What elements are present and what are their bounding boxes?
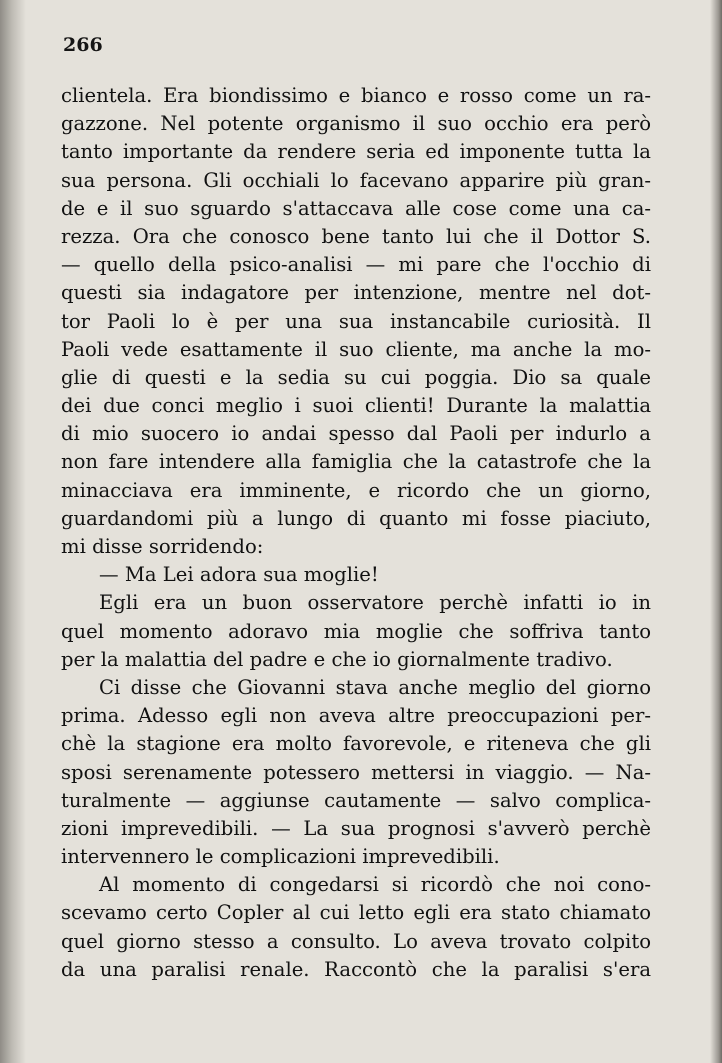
- text-line: di mio suocero io andai spesso dal Paoli per indurlo a: [61, 422, 651, 446]
- text-line: minacciava era imminente, e ricordo che un giorno,: [61, 478, 651, 502]
- text-line: guardandomi più a lungo di quanto mi fosse piaciuto,: [61, 506, 651, 530]
- text-line: sua persona. Gli occhiali lo facevano apparire più gran-: [61, 168, 651, 192]
- text-line: scevamo certo Copler al cui letto egli era stato chiamato: [61, 901, 651, 925]
- text-line: non fare intendere alla famiglia che la catastrofe che la: [61, 450, 651, 474]
- paragraph-start-line: Ci disse che Giovanni stava anche meglio del giorno: [99, 675, 651, 699]
- text-line: intervennero le complicazioni imprevedibili.: [61, 845, 500, 869]
- binding-gutter-shadow: [0, 0, 26, 1063]
- text-line: sposi serenamente potessero mettersi in viaggio. — Na-: [61, 760, 651, 784]
- text-line: quel momento adoravo mia moglie che soffriva tanto: [61, 619, 651, 643]
- text-line: zioni imprevedibili. — La sua prognosi s'avverò perchè: [61, 816, 651, 840]
- text-line: rezza. Ora che conosco bene tanto lui che il Dottor S.: [61, 224, 651, 248]
- text-line: prima. Adesso egli non aveva altre preoccupazioni per-: [61, 704, 651, 728]
- page-number: 266: [63, 34, 103, 56]
- text-line: glie di questi e la sedia su cui poggia. Dio sa quale: [61, 365, 651, 389]
- text-line: — quello della psico-analisi — mi pare che l'occhio di: [61, 253, 651, 277]
- dialogue-line: — Ma Lei adora sua moglie!: [99, 563, 379, 587]
- text-line: per la malattia del padre e che io giornalmente tradivo.: [61, 647, 613, 671]
- text-line: gazzone. Nel potente organismo il suo occhio era però: [61, 112, 651, 136]
- text-line: quel giorno stesso a consulto. Lo aveva trovato colpito: [61, 929, 651, 953]
- text-line: chè la stagione era molto favorevole, e riteneva che gli: [61, 732, 651, 756]
- text-line: clientela. Era biondissimo e bianco e rosso come un ra-: [61, 84, 651, 107]
- body-text: [61, 82, 651, 984]
- page-edge-shadow: [710, 0, 722, 1063]
- paragraph-start-line: Al momento di congedarsi si ricordò che noi cono-: [99, 873, 651, 897]
- text-line: tor Paoli lo è per una sua instancabile curiosità. Il: [61, 309, 651, 333]
- text-line: da una paralisi renale. Raccontò che la paralisi s'era: [61, 957, 651, 981]
- paragraph-start-line: Egli era un buon osservatore perchè infatti io in: [99, 591, 651, 615]
- text-line: questi sia indagatore per intenzione, mentre nel dot-: [61, 281, 651, 305]
- text-line: dei due conci meglio i suoi clienti! Durante la malattia: [61, 394, 651, 418]
- text-line: Paoli vede esattamente il suo cliente, ma anche la mo-: [61, 337, 651, 361]
- text-line: mi disse sorridendo:: [61, 535, 264, 558]
- text-line: turalmente — aggiunse cautamente — salvo complica-: [61, 788, 651, 812]
- text-line: de e il suo sguardo s'attaccava alle cose come una ca-: [61, 196, 651, 220]
- text-line: tanto importante da rendere seria ed imponente tutta la: [61, 140, 651, 164]
